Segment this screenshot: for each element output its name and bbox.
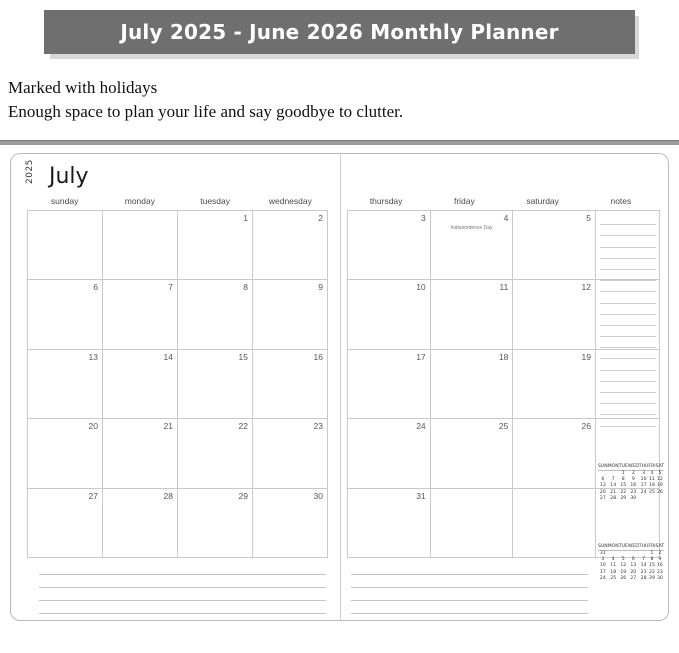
mini-day-cell: 23	[630, 489, 637, 495]
note-rule-line[interactable]	[600, 270, 656, 281]
note-rule-line[interactable]	[600, 236, 656, 247]
day-number: 6	[93, 282, 98, 293]
note-rule-line[interactable]	[600, 259, 656, 270]
mini-day-header: SUN	[598, 463, 608, 469]
note-rule-line[interactable]	[600, 281, 656, 292]
calendar-week-row	[28, 489, 328, 558]
calendar-week-row	[28, 419, 328, 488]
mini-day-cell: 10	[640, 477, 647, 483]
calendar-day-cell[interactable]	[513, 350, 596, 419]
mini-day-cell: 14	[640, 563, 647, 569]
day-number: 5	[586, 213, 592, 223]
mini-day-cell: 17	[640, 483, 647, 489]
calendar-day-cell[interactable]	[253, 211, 328, 280]
note-rule-line[interactable]	[600, 393, 656, 404]
day-number: 7	[168, 282, 173, 293]
mini-day-cell: 11	[610, 563, 617, 569]
notes-lines-right[interactable]	[351, 562, 588, 612]
mini-day-header: THU	[638, 543, 649, 549]
calendar-day-cell[interactable]	[253, 489, 328, 558]
page-rule-line[interactable]	[351, 601, 588, 614]
mini-day-cell	[656, 496, 665, 502]
mini-day-cell: 30	[630, 495, 637, 501]
calendar-day-cell[interactable]	[103, 350, 178, 419]
day-number: 29	[238, 490, 248, 501]
day-of-week-saturday: saturday	[526, 196, 559, 206]
day-number: 31	[416, 490, 426, 501]
day-number: 15	[238, 351, 248, 362]
day-number: 4	[503, 213, 509, 223]
mini-day-cell: 2	[658, 550, 662, 556]
mini-day-cell: 28	[640, 575, 647, 581]
mini-day-cell: 7	[642, 557, 646, 563]
calendar-day-cell[interactable]	[28, 280, 103, 349]
day-number: 26	[581, 421, 592, 432]
note-rule-line[interactable]	[600, 326, 656, 337]
mini-day-header: FRI	[648, 463, 656, 469]
mini-day-header: FRI	[648, 543, 656, 549]
day-of-week-friday: friday	[453, 196, 475, 206]
calendar-day-cell[interactable]	[431, 280, 514, 349]
page-rule-line[interactable]	[39, 562, 326, 575]
mini-day-cell: 21	[610, 489, 617, 495]
mini-day-cell: 5	[658, 470, 662, 476]
day-number: 30	[313, 490, 323, 501]
calendar-day-cell[interactable]	[253, 419, 328, 488]
mini-day-cell: 3	[601, 557, 605, 563]
mini-day-cell: 26	[656, 489, 663, 495]
calendar-grid-left	[27, 210, 328, 558]
mini-day-cell: 25	[649, 489, 655, 495]
mini-day-cell: 3	[642, 470, 646, 476]
page-rule-line[interactable]	[39, 601, 326, 614]
mini-day-cell	[639, 496, 649, 502]
mini-day-header: WED	[627, 463, 639, 469]
calendar-week-row	[28, 211, 328, 280]
subtitle-line-2: Enough space to plan your life and say goodbye to clutter.	[8, 102, 404, 121]
calendar-day-cell[interactable]	[28, 350, 103, 419]
day-number: 11	[499, 282, 509, 293]
notes-column-lines[interactable]	[596, 210, 660, 450]
note-rule-line[interactable]	[600, 315, 656, 326]
mini-day-cell: 24	[599, 575, 606, 581]
header-banner	[44, 10, 635, 54]
calendar-day-cell[interactable]	[348, 350, 431, 419]
calendar-day-cell[interactable]	[103, 280, 178, 349]
calendar-day-cell[interactable]	[178, 280, 253, 349]
mini-day-cell: 22	[649, 569, 655, 575]
day-of-week-monday: monday	[124, 196, 155, 206]
calendar-day-cell[interactable]	[431, 419, 514, 488]
note-rule-line[interactable]	[600, 415, 656, 426]
subtitle-line-1: Marked with holidays	[8, 78, 158, 97]
day-number: 24	[416, 421, 426, 432]
mini-day-cell: 16	[630, 483, 637, 489]
note-rule-line[interactable]	[600, 248, 656, 259]
calendar-day-cell[interactable]	[348, 280, 431, 349]
mini-day-cell: 29	[620, 495, 627, 501]
mini-week-row	[598, 576, 664, 582]
mini-calendar-current-month	[598, 463, 665, 502]
calendar-week-row	[28, 350, 328, 419]
day-of-week-tuesday: tuesday	[200, 196, 231, 206]
mini-day-cell: 9	[631, 477, 635, 483]
day-number: 13	[88, 351, 98, 362]
day-number: 10	[416, 282, 426, 293]
calendar-day-cell[interactable]	[28, 419, 103, 488]
day-number: 23	[313, 421, 323, 432]
calendar-day-cell[interactable]	[513, 280, 596, 349]
day-of-week-thursday: thursday	[369, 196, 403, 206]
mini-day-cell: 2	[631, 470, 635, 476]
mini-day-header: SAT	[655, 463, 665, 469]
calendar-day-cell[interactable]	[513, 211, 596, 280]
mini-day-cell: 20	[630, 569, 637, 575]
month-title: July	[49, 164, 89, 189]
note-rule-line[interactable]	[600, 304, 656, 315]
mini-calendar-next-month	[598, 543, 665, 582]
calendar-day-cell[interactable]	[253, 350, 328, 419]
mini-day-cell: 4	[650, 470, 654, 476]
mini-day-cell: 30	[656, 575, 663, 581]
mini-calendar-table	[598, 464, 664, 502]
page-rule-line[interactable]	[39, 575, 326, 588]
notes-lines-left[interactable]	[39, 562, 326, 612]
calendar-day-cell[interactable]	[431, 211, 514, 280]
day-number: 20	[88, 421, 98, 432]
mini-day-cell: 10	[599, 563, 606, 569]
mini-day-cell: 27	[630, 575, 637, 581]
note-rule-line[interactable]	[600, 382, 656, 393]
day-of-week-header-left	[27, 196, 328, 206]
mini-day-header: MON	[607, 463, 619, 469]
day-number: 25	[498, 421, 509, 432]
mini-day-cell: 4	[611, 557, 615, 563]
calendar-week-row	[28, 280, 328, 349]
mini-day-cell: 27	[599, 495, 606, 501]
mini-day-cell: 23	[656, 569, 663, 575]
calendar-day-cell[interactable]	[178, 419, 253, 488]
calendar-empty-cell[interactable]	[431, 489, 514, 558]
mini-day-cell: 19	[620, 569, 627, 575]
note-rule-line[interactable]	[600, 225, 656, 236]
mini-day-cell: 11	[649, 477, 655, 483]
holiday-label: Independence Day	[450, 225, 493, 231]
calendar-day-cell[interactable]	[178, 350, 253, 419]
year-label: 2025	[25, 159, 35, 184]
note-rule-line[interactable]	[600, 337, 656, 348]
calendar-day-cell[interactable]	[178, 211, 253, 280]
section-divider	[0, 140, 679, 145]
mini-day-cell: 13	[599, 483, 606, 489]
mini-day-header: THU	[638, 463, 649, 469]
day-number: 22	[238, 421, 248, 432]
mini-day-cell: 26	[620, 575, 627, 581]
calendar-day-cell[interactable]	[348, 419, 431, 488]
day-of-week-wednesday: wednesday	[268, 196, 312, 206]
calendar-day-cell[interactable]	[178, 489, 253, 558]
mini-day-cell: 17	[599, 569, 606, 575]
mini-day-cell: 21	[640, 569, 647, 575]
mini-day-cell: 14	[610, 483, 617, 489]
mini-day-cell: 16	[656, 563, 663, 569]
mini-day-cell	[648, 496, 655, 502]
calendar-day-cell[interactable]	[513, 419, 596, 488]
day-number: 27	[88, 490, 98, 501]
mini-day-cell: 5	[621, 557, 625, 563]
mini-week-row	[598, 496, 664, 502]
mini-day-cell: 18	[649, 483, 655, 489]
day-of-week-header-right	[347, 196, 660, 206]
mini-day-cell: 1	[650, 550, 654, 556]
day-number: 12	[581, 282, 592, 293]
page-title: July 2025 - June 2026 Monthly Planner	[44, 10, 635, 54]
planner-spread	[10, 153, 669, 621]
mini-day-cell: 6	[631, 557, 635, 563]
day-number: 19	[581, 351, 592, 362]
day-number: 21	[163, 421, 173, 432]
day-number: 18	[498, 351, 509, 362]
mini-day-cell: 9	[658, 557, 662, 563]
mini-day-header: TUE	[618, 463, 628, 469]
mini-day-cell: 28	[610, 495, 617, 501]
calendar-day-cell[interactable]	[348, 211, 431, 280]
day-number: 3	[420, 213, 426, 223]
page-rule-line[interactable]	[351, 588, 588, 601]
note-rule-line[interactable]	[600, 292, 656, 303]
calendar-empty-cell[interactable]	[28, 211, 103, 280]
mini-day-cell: 6	[601, 477, 605, 483]
calendar-empty-cell[interactable]	[103, 211, 178, 280]
day-number: 2	[318, 213, 323, 223]
day-number: 9	[318, 282, 323, 293]
mini-day-cell: 15	[620, 483, 627, 489]
mini-day-header: MON	[607, 543, 619, 549]
day-number: 8	[243, 282, 248, 293]
day-number: 14	[163, 351, 173, 362]
mini-day-cell: 8	[621, 477, 625, 483]
page-rule-line[interactable]	[351, 575, 588, 588]
day-number: 17	[416, 351, 426, 362]
calendar-day-cell[interactable]	[431, 350, 514, 419]
mini-day-cell: 8	[650, 557, 654, 563]
note-rule-line[interactable]	[600, 359, 656, 370]
note-rule-line[interactable]	[600, 214, 656, 225]
mini-day-header: SUN	[598, 543, 608, 549]
day-number: 16	[313, 351, 323, 362]
mini-day-cell: 7	[611, 477, 615, 483]
note-rule-line[interactable]	[600, 348, 656, 359]
calendar-day-cell[interactable]	[28, 489, 103, 558]
planner-left-page	[10, 153, 340, 621]
mini-day-cell: 12	[656, 477, 663, 483]
day-of-week-notes: notes	[610, 196, 632, 206]
mini-day-cell: 12	[620, 563, 627, 569]
mini-day-header: TUE	[618, 543, 628, 549]
mini-day-cell: 18	[610, 569, 617, 575]
page-rule-line[interactable]	[39, 588, 326, 601]
calendar-day-cell[interactable]	[103, 419, 178, 488]
mini-day-cell: 15	[649, 563, 655, 569]
mini-day-cell: 22	[620, 489, 627, 495]
mini-day-cell: 29	[649, 575, 655, 581]
mini-day-cell: 25	[610, 575, 617, 581]
mini-day-cell: 19	[656, 483, 663, 489]
mini-day-header: SAT	[655, 543, 665, 549]
mini-day-cell: 13	[630, 563, 637, 569]
day-of-week-sunday: sunday	[50, 196, 79, 206]
mini-day-cell: 20	[599, 489, 606, 495]
note-rule-line[interactable]	[600, 404, 656, 415]
calendar-empty-cell[interactable]	[513, 489, 596, 558]
mini-day-header: WED	[627, 543, 639, 549]
page-rule-line[interactable]	[351, 562, 588, 575]
calendar-day-cell[interactable]	[253, 280, 328, 349]
day-number: 1	[243, 213, 248, 223]
note-rule-line[interactable]	[600, 371, 656, 382]
mini-day-cell: 1	[621, 470, 625, 476]
calendar-day-cell[interactable]	[348, 489, 431, 558]
mini-calendar-table	[598, 544, 664, 582]
planner-right-page	[340, 153, 669, 621]
subtitle-block	[8, 76, 679, 124]
calendar-day-cell[interactable]	[103, 489, 178, 558]
mini-day-cell: 31	[599, 550, 606, 556]
day-number: 28	[163, 490, 173, 501]
mini-day-cell: 24	[640, 489, 647, 495]
